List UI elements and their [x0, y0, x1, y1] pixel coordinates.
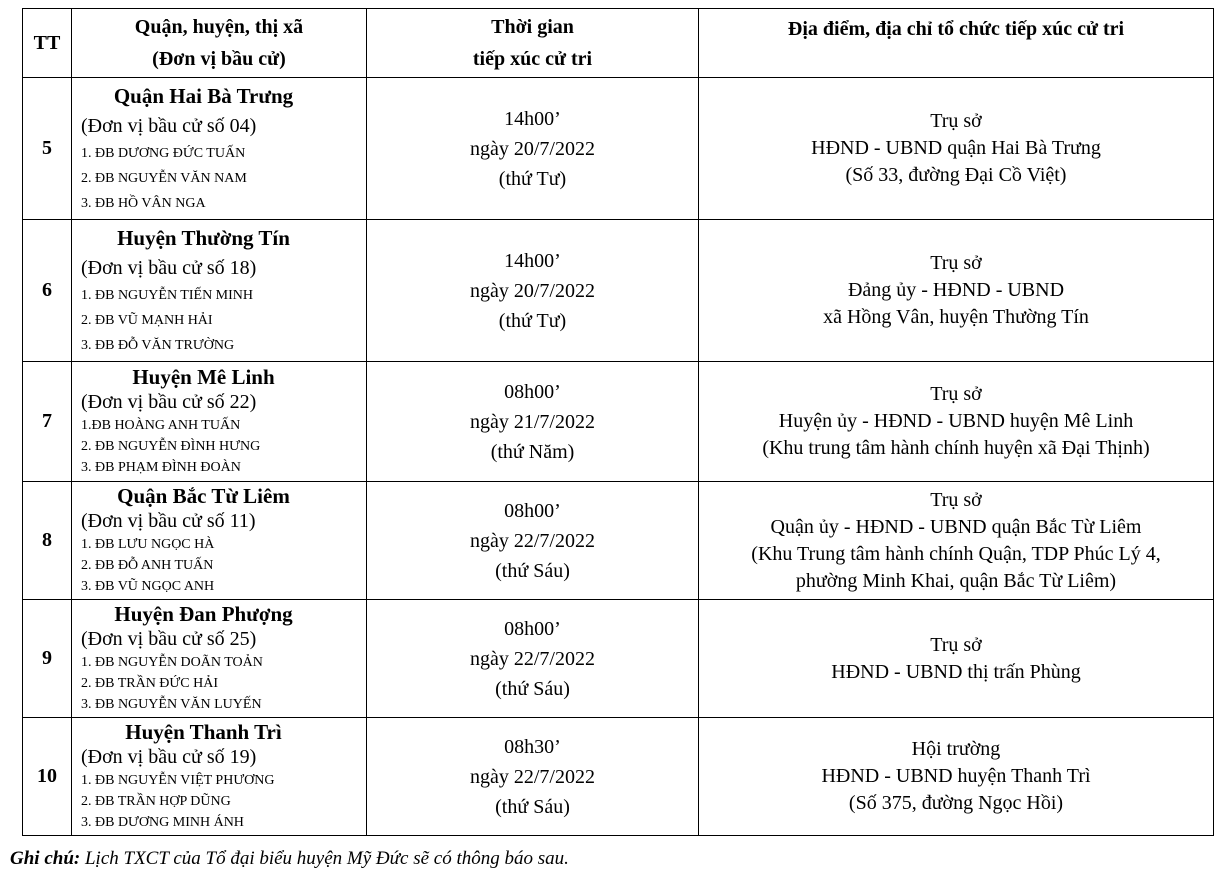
delegate-item: 2. ĐB TRẦN ĐỨC HẢI — [81, 676, 218, 691]
time-line: 08h00’ — [504, 617, 561, 640]
footnote — [10, 848, 569, 870]
header-tt: TT — [23, 9, 72, 78]
time-line: ngày 22/7/2022 — [470, 765, 595, 788]
place-line: HĐND - UBND huyện Thanh Trì — [821, 765, 1091, 787]
table-row — [23, 718, 1214, 836]
time-line: 08h30’ — [504, 735, 561, 758]
time-cell — [367, 600, 699, 718]
delegate-list — [81, 283, 366, 358]
unit-subtitle: (Đơn vị bầu cử số 25) — [81, 628, 257, 650]
place-line: Trụ sở — [930, 633, 982, 656]
place-line: xã Hồng Vân, huyện Thường Tín — [823, 306, 1089, 328]
delegate-item: 1. ĐB DƯƠNG ĐỨC TUẤN — [81, 146, 246, 161]
unit-name: Huyện Đan Phượng — [114, 602, 293, 626]
time-line: (thứ Sáu) — [495, 677, 570, 700]
time-line: ngày 22/7/2022 — [470, 529, 595, 552]
unit-cell — [72, 220, 367, 362]
time-line: 14h00’ — [504, 249, 561, 272]
place-line: phường Minh Khai, quận Bắc Từ Liêm) — [795, 569, 1117, 592]
unit-cell — [72, 482, 367, 600]
place-line: Đảng ủy - HĐND - UBND — [847, 279, 1065, 301]
place-line: (Số 375, đường Ngọc Hồi) — [848, 792, 1064, 814]
table-row — [23, 600, 1214, 718]
unit-name: Huyện Thường Tín — [117, 226, 290, 250]
header-time-line2: tiếp xúc cử tri — [472, 48, 593, 70]
time-line: ngày 21/7/2022 — [470, 410, 595, 433]
delegate-item: 1. ĐB LƯU NGỌC HÀ — [81, 537, 215, 552]
place-cell — [699, 362, 1214, 482]
unit-subtitle: (Đơn vị bầu cử số 22) — [81, 391, 257, 413]
footnote-text: Lịch TXCT của Tổ đại biểu huyện Mỹ Đức sẽ có thông báo sau. — [80, 848, 569, 869]
row-number: 9 — [23, 600, 72, 718]
place-line: Trụ sở — [930, 488, 982, 511]
place-line: Hội trường — [911, 738, 1001, 760]
unit-cell — [72, 78, 367, 220]
time-line: ngày 22/7/2022 — [470, 647, 595, 670]
unit-subtitle: (Đơn vị bầu cử số 18) — [81, 257, 257, 279]
unit-cell — [72, 718, 367, 836]
delegate-item: 1. ĐB NGUYỄN VIỆT PHƯƠNG — [81, 773, 275, 788]
row-number: 10 — [23, 718, 72, 836]
delegate-item: 1. ĐB NGUYỄN DOÃN TOẢN — [81, 655, 263, 670]
time-line: 08h00’ — [504, 499, 561, 522]
delegate-item: 1.ĐB HOÀNG ANH TUẤN — [81, 418, 241, 433]
delegate-item: 3. ĐB VŨ NGỌC ANH — [81, 579, 215, 594]
delegate-item: 2. ĐB NGUYỄN VĂN NAM — [81, 171, 247, 186]
time-cell — [367, 362, 699, 482]
header-time — [367, 9, 699, 78]
place-cell — [699, 220, 1214, 362]
place-line: HĐND - UBND quận Hai Bà Trưng — [811, 137, 1101, 159]
delegate-item: 3. ĐB PHẠM ĐÌNH ĐOÀN — [81, 460, 241, 475]
place-cell — [699, 482, 1214, 600]
schedule-table — [22, 8, 1214, 836]
delegate-item: 3. ĐB NGUYỄN VĂN LUYẾN — [81, 697, 262, 712]
unit-subtitle: (Đơn vị bầu cử số 19) — [81, 746, 257, 768]
row-number: 5 — [23, 78, 72, 220]
unit-subtitle: (Đơn vị bầu cử số 11) — [81, 510, 256, 532]
unit-name: Huyện Mê Linh — [132, 365, 275, 389]
delegate-item: 3. ĐB ĐỖ VĂN TRƯỜNG — [81, 338, 235, 353]
place-line: (Khu trung tâm hành chính huyện xã Đại Thịnh) — [762, 437, 1150, 459]
table-header-row — [23, 9, 1214, 78]
delegate-list — [81, 415, 366, 478]
footnote-label: Ghi chú: — [10, 848, 81, 869]
time-line: 14h00’ — [504, 107, 561, 130]
time-cell — [367, 220, 699, 362]
time-line: (thứ Tư) — [498, 167, 567, 190]
table-row — [23, 482, 1214, 600]
time-line: (thứ Tư) — [498, 309, 567, 332]
time-line: (thứ Năm) — [490, 440, 575, 463]
delegate-item: 2. ĐB ĐỖ ANH TUẤN — [81, 558, 214, 573]
table-row — [23, 220, 1214, 362]
place-line: Trụ sở — [930, 110, 982, 132]
place-line: (Khu Trung tâm hành chính Quận, TDP Phúc Lý 4, — [751, 542, 1161, 565]
unit-cell — [72, 600, 367, 718]
place-cell — [699, 600, 1214, 718]
delegate-list — [81, 141, 366, 216]
header-place: Địa điểm, địa chỉ tổ chức tiếp xúc cử tri — [699, 9, 1214, 78]
delegate-item: 1. ĐB NGUYỄN TIẾN MINH — [81, 288, 254, 303]
place-line: Trụ sở — [930, 383, 982, 405]
delegate-item: 2. ĐB VŨ MẠNH HẢI — [81, 313, 213, 328]
delegate-list — [81, 770, 366, 833]
place-cell — [699, 718, 1214, 836]
delegate-item: 3. ĐB DƯƠNG MINH ÁNH — [81, 815, 244, 830]
delegate-item: 2. ĐB NGUYỄN ĐÌNH HƯNG — [81, 439, 261, 454]
time-line: (thứ Sáu) — [495, 559, 570, 582]
delegate-item: 2. ĐB TRẦN HỢP DŨNG — [81, 794, 231, 809]
place-line: Huyện ủy - HĐND - UBND huyện Mê Linh — [778, 410, 1134, 432]
header-unit — [72, 9, 367, 78]
delegate-list — [81, 534, 366, 597]
place-line: Quận ủy - HĐND - UBND quận Bắc Từ Liêm — [770, 515, 1142, 538]
unit-subtitle: (Đơn vị bầu cử số 04) — [81, 115, 257, 137]
delegate-item: 3. ĐB HỒ VÂN NGA — [81, 196, 206, 211]
table-row — [23, 362, 1214, 482]
unit-name: Quận Hai Bà Trưng — [113, 84, 294, 108]
place-line: (Số 33, đường Đại Cồ Việt) — [845, 164, 1067, 186]
row-number: 8 — [23, 482, 72, 600]
header-unit-line2: (Đơn vị bầu cử) — [152, 48, 286, 70]
unit-name: Quận Bắc Từ Liêm — [117, 484, 290, 508]
header-time-line1: Thời gian — [491, 16, 574, 38]
place-line: Trụ sở — [930, 252, 982, 274]
delegate-list — [81, 652, 366, 715]
time-line: ngày 20/7/2022 — [470, 279, 595, 302]
row-number: 6 — [23, 220, 72, 362]
time-cell — [367, 718, 699, 836]
time-line: (thứ Sáu) — [495, 795, 570, 818]
header-unit-line1: Quận, huyện, thị xã — [134, 16, 304, 38]
place-line: HĐND - UBND thị trấn Phùng — [831, 660, 1081, 683]
time-cell — [367, 78, 699, 220]
row-number: 7 — [23, 362, 72, 482]
time-line: ngày 20/7/2022 — [470, 137, 595, 160]
table-row — [23, 78, 1214, 220]
place-cell — [699, 78, 1214, 220]
time-line: 08h00’ — [504, 380, 561, 403]
unit-name: Huyện Thanh Trì — [125, 720, 282, 744]
time-cell — [367, 482, 699, 600]
unit-cell — [72, 362, 367, 482]
